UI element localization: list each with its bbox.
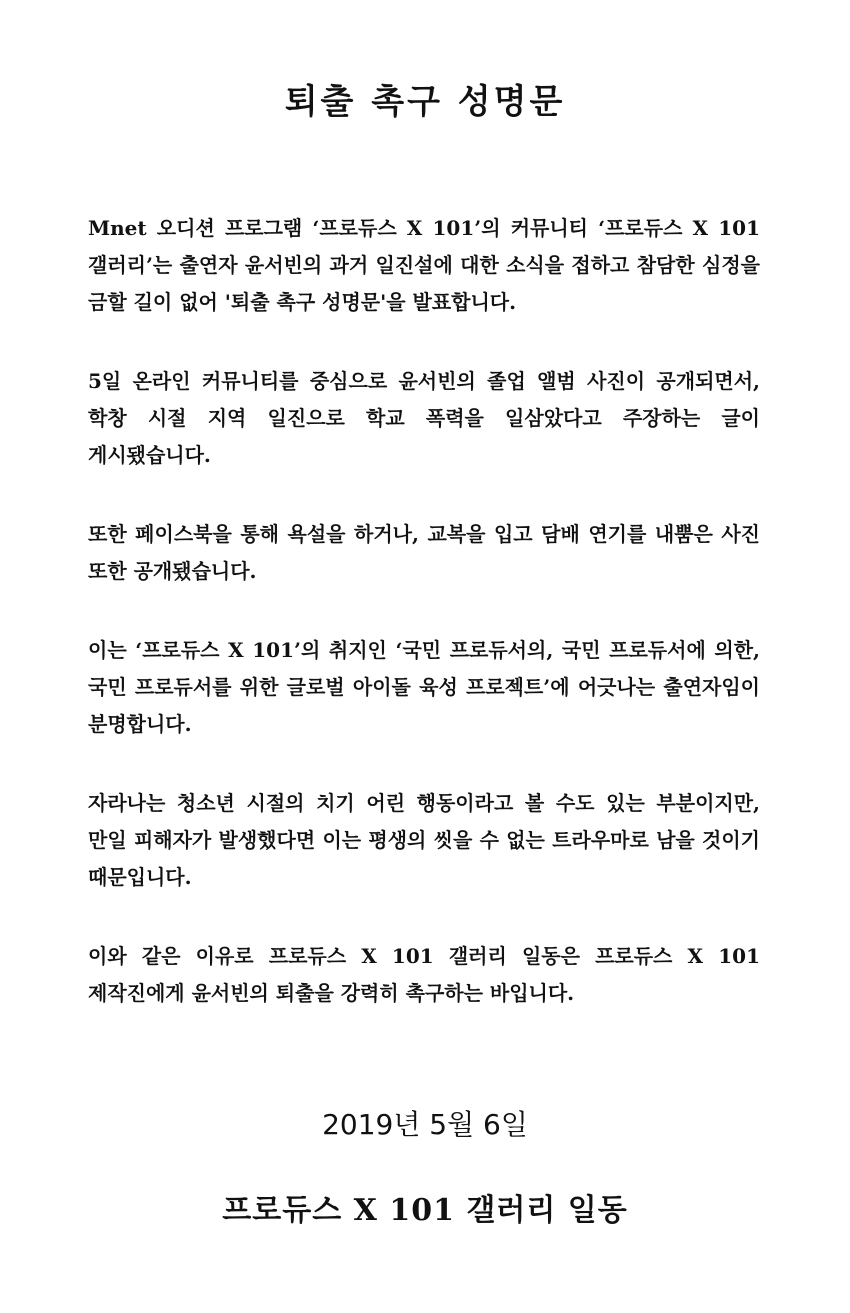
document-signature: 프로듀스 X 101 갤러리 일동	[222, 1193, 628, 1228]
paragraph-6: 이와 같은 이유로 프로듀스 X 101 갤러리 일동은 프로듀스 X 101 제작진에게 윤서빈의 퇴출을 강력히 촉구하는 바입니다.	[88, 944, 760, 1005]
paragraph-4: 이는 ‘프로듀스 X 101’의 취지인 ‘국민 프로듀서의, 국민 프로듀서에 의한, 국민 프로듀서를 위한 글로벌 아이돌 육성 프로젝트’에 어긋나는 출연자임이 분명합니다.	[88, 638, 760, 736]
paragraph-3: 또한 페이스북을 통해 욕설을 하거나, 교복을 입고 담배 연기를 내뿜은 사진 또한 공개됐습니다.	[88, 522, 760, 583]
document-body	[88, 210, 760, 1054]
paragraph-2: 5일 온라인 커뮤니티를 중심으로 윤서빈의 졸업 앨범 사진이 공개되면서, 학창 시절 지역 일진으로 학교 폭력을 일삼았다고 주장하는 글이 게시됐습니다.	[88, 369, 760, 467]
document-title: 퇴출 촉구 성명문	[284, 82, 566, 122]
document-date: 2019년 5월 6일	[322, 1108, 528, 1141]
paragraph-1: Mnet 오디션 프로그램 ‘프로듀스 X 101’의 커뮤니티 ‘프로듀스 X 101 갤러리’는 출연자 윤서빈의 과거 일진설에 대한 소식을 접하고 참담한 심정을 금할 길이 없어 '퇴출 촉구 성명문'을 발표합니다.	[88, 216, 760, 314]
paragraph-5: 자라나는 청소년 시절의 치기 어린 행동이라고 볼 수도 있는 부분이지만, 만일 피해자가 발생했다면 이는 평생의 씻을 수 없는 트라우마로 남을 것이기 때문입니다.	[88, 791, 760, 889]
